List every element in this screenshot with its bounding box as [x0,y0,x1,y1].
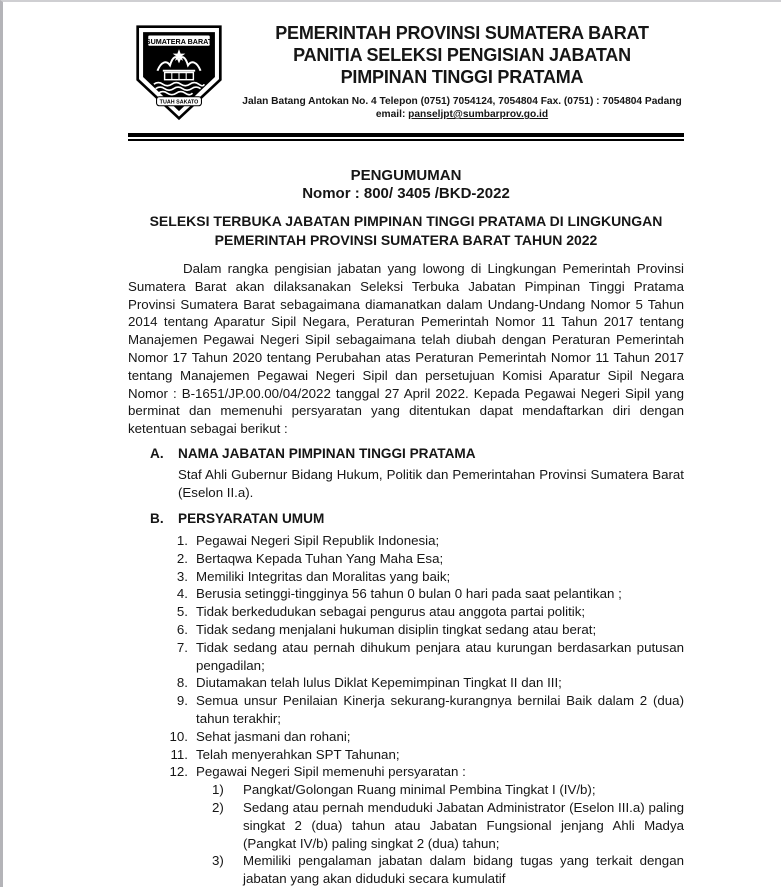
letterhead [128,22,684,122]
letterhead-divider [128,133,684,141]
list-item-text: Berusia setinggi-tingginya 56 tahun 0 bulan 0 hari pada saat pelantikan ; [196,586,622,602]
provincial-seal-icon [134,24,224,121]
subject-line2: PEMERINTAH PROVINSI SUMATERA BARAT TAHUN 2022 [214,231,598,248]
announcement-number: Nomor : 800/ 3405 /BKD-2022 [302,185,510,202]
divider-thick-line [128,133,684,137]
list-item-text: Diutamakan telah lulus Diklat Kepemimpinan Tingkat II dan III; [196,675,562,691]
letterhead-email-line [240,108,684,122]
section-b-heading: PERSYARATAN UMUM [178,510,325,526]
sub-item-text: Memiliki pengalaman jabatan dalam bidang tugas yang terkait dengan jabatan yang akan diduduki secara kumulatif [243,853,684,887]
sub-list-item-truncated [212,852,684,888]
org-name-line2: PANITIA SELEKSI PENGISIAN JABATAN [293,45,631,65]
list-item-text: Bertaqwa Kepada Tuhan Yang Maha Esa; [196,550,444,566]
list-item [128,550,684,568]
divider-thin-line [128,139,684,141]
sub-list-item [212,781,684,799]
list-item-text: Semua unsur Penilaian Kinerja sekurang-kurangnya bernilai Baik dalam 2 (dua) tahun terakhir; [196,693,684,726]
list-item [128,746,684,764]
subject-line1: SELEKSI TERBUKA JABATAN PIMPINAN TINGGI PRATAMA DI LINGKUNGAN [149,213,663,229]
sub-item-number: 2) [212,799,224,815]
email-label: email: [375,109,409,120]
list-item-text: Telah menyerahkan SPT Tahunan; [196,746,400,762]
list-item-text: Sehat jasmani dan rohani; [196,728,351,744]
seal-banner-text: SUMATERA BARAT [145,37,213,46]
email-link[interactable]: panseljpt@sumbarprov.go.id [408,109,549,120]
list-item-text: Memiliki Integritas dan Moralitas yang baik; [196,568,451,584]
section-b [128,510,684,888]
section-b-label: B. [150,510,164,526]
announcement-title: PENGUMUMAN [350,167,462,184]
sub-item-text: Sedang atau pernah menduduki Jabatan Administrator (Eselon III.a) paling singkat 2 (dua) tahun atau Jabatan Fungsional jenjang Ahli Madya (Pangkat IV/b) paling singkat 2 (dua) tahun; [243,799,684,851]
document-body [128,167,684,888]
requirements-sublist [212,781,684,888]
org-name-line3: PIMPINAN TINGGI PRATAMA [340,67,584,87]
list-item [128,692,684,728]
list-item-text: Tidak sedang menjalani hukuman disiplin tingkat sedang atau berat; [196,621,597,637]
list-item-number: 10. [169,728,188,744]
list-item [128,674,684,692]
list-item-text: Tidak sedang atau pernah dihukum penjara atau kurungan berdasarkan putusan pengadilan; [196,639,684,673]
list-item [128,585,684,603]
list-item [128,568,684,586]
section-a-body: Staf Ahli Gubernur Bidang Hukum, Politik dan Pemerintahan Provinsi Sumatera Barat (Eselon II.a). [178,466,684,501]
list-item-number: 11. [170,746,188,762]
list-item [128,639,684,675]
sub-item-text: Pangkat/Golongan Ruang minimal Pembina Tingkat I (IV/b); [243,782,596,798]
intro-paragraph: Dalam rangka pengisian jabatan yang lowong di Lingkungan Pemerintah Provinsi Sumatera Barat akan dilaksanakan Seleksi Terbuka Jabatan Pimpinan Tinggi Pratama Provinsi Sumatera Barat sebagaimana diamanatkan dalam Undang-Undang Nomor 5 Tahun 2014 tentang Aparatur Sipil Negara, Peraturan Pemerintah Nomor 11 Tahun 2017 tentang Manajemen Pegawai Negeri Sipil sebagaimana telah diubah dengan Peraturan Pemerintah Nomor 17 Tahun 2020 tentang Perubahan atas Peraturan Pemerintah Nomor 11 Tahun 2017 tentang Manajemen Pegawai Negeri Sipil dan persetujuan Komisi Aparatur Sipil Negara Nomor : B-1651/JP.00.00/04/2022 tanggal 27 April 2022. Kepada Pegawai Negeri Sipil yang berminat dan memenuhi persyaratan yang ditentukan dapat mendaftarkan diri dengan ketentuan sebagai berikut : [128,261,684,437]
section-a-label: A. [150,445,164,461]
list-item-number: 9. [176,693,188,709]
list-item-text: Tidak berkedudukan sebagai pengurus atau anggota partai politik; [196,604,586,620]
section-a-heading-row [128,445,684,463]
list-item-number: 8. [176,675,188,691]
list-item-number: 5. [176,604,188,620]
requirements-list [128,532,684,888]
list-item [128,603,684,621]
list-item [128,728,684,746]
list-item [128,532,684,550]
org-name-line1: PEMERINTAH PROVINSI SUMATERA BARAT [275,23,649,43]
list-item-number: 12. [169,764,188,780]
announcement-subject [128,212,684,249]
letterhead-address: Jalan Batang Antokan No. 4 Telepon (0751) 7054124, 7054804 Fax. (0751) : 7054804 Padang [242,96,682,107]
list-item-number: 4. [176,586,188,602]
list-item-number: 6. [176,621,188,637]
sub-list-item [212,799,684,852]
list-item [128,763,684,781]
list-item-number: 7. [176,639,188,655]
letterhead-text [240,22,684,122]
section-b-heading-row [128,510,684,528]
list-item [128,621,684,639]
section-a [128,445,684,503]
list-item-text: Pegawai Negeri Sipil Republik Indonesia; [196,532,440,548]
list-item-number: 2. [176,550,188,566]
sub-item-number: 3) [212,853,224,869]
list-item-text: Pegawai Negeri Sipil memenuhi persyaratan : [196,764,466,780]
section-a-heading: NAMA JABATAN PIMPINAN TINGGI PRATAMA [178,445,476,461]
list-item-number: 1. [176,532,188,548]
sub-item-number: 1) [212,782,224,798]
list-item-number: 3. [176,568,188,584]
seal-motto-text: TUAH SAKATO [159,99,199,106]
